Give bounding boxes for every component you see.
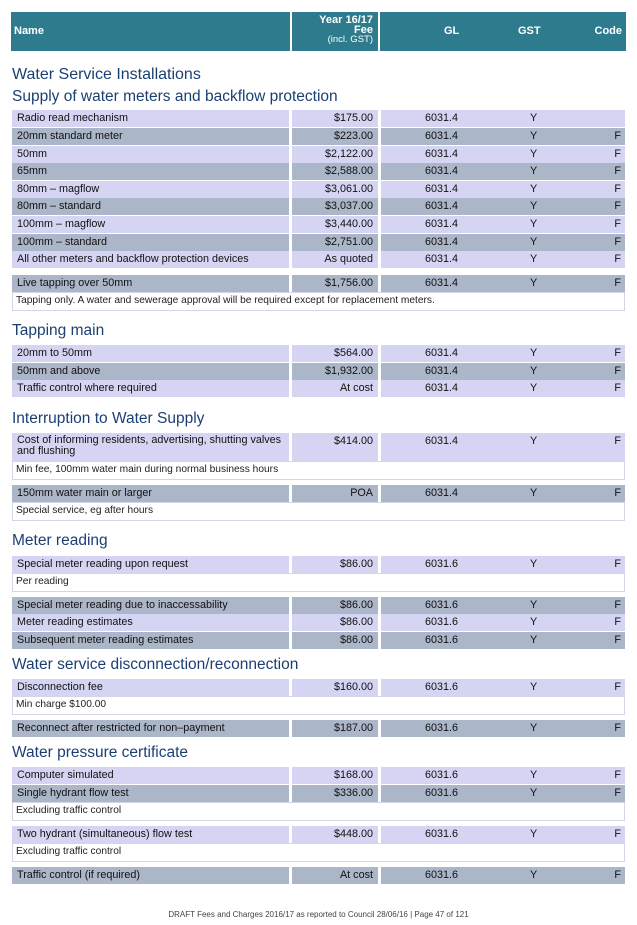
row-gl: 6031.6 xyxy=(425,558,459,570)
row-code: F xyxy=(614,558,621,570)
row-name: 20mm to 50mm xyxy=(12,345,289,362)
row-code: F xyxy=(614,365,621,377)
section-title-meter-reading: Meter reading xyxy=(12,532,108,549)
row-gl: 6031.4 xyxy=(425,200,459,212)
header-gl: GL xyxy=(444,25,460,37)
row-name: Special meter reading due to inaccessability xyxy=(12,597,289,614)
row-gl: 6031.4 xyxy=(425,277,459,289)
row-name: Subsequent meter reading estimates xyxy=(12,632,289,649)
row-fee: $2,122.00 xyxy=(292,146,378,163)
row-note xyxy=(12,802,625,821)
row-gl: 6031.6 xyxy=(425,599,459,611)
row-code: F xyxy=(614,382,621,394)
row-codes xyxy=(381,867,625,884)
row-gl: 6031.4 xyxy=(425,253,459,265)
row-code: F xyxy=(614,236,621,248)
row-note xyxy=(12,292,625,311)
row-gst: Y xyxy=(530,616,538,628)
row-gl: 6031.6 xyxy=(425,616,459,628)
row-code: F xyxy=(614,165,621,177)
row-gst: Y xyxy=(530,365,538,377)
row-code: F xyxy=(614,869,621,881)
row-fee: $223.00 xyxy=(292,128,378,145)
row-code: F xyxy=(614,347,621,359)
table-row xyxy=(12,614,625,631)
row-code: F xyxy=(614,435,621,447)
row-note-text: Excluding traffic control xyxy=(16,805,122,816)
row-code: F xyxy=(614,277,621,289)
row-fee: At cost xyxy=(292,380,378,397)
row-gst: Y xyxy=(530,347,538,359)
row-fee: $187.00 xyxy=(292,720,378,737)
row-fee: $3,440.00 xyxy=(292,216,378,233)
row-gst: Y xyxy=(530,681,538,693)
row-note xyxy=(12,573,625,592)
table-row xyxy=(12,146,625,163)
table-row xyxy=(12,181,625,198)
row-gst: Y xyxy=(530,148,538,160)
row-codes xyxy=(381,679,625,696)
row-gst: Y xyxy=(530,253,538,265)
row-codes xyxy=(381,485,625,502)
row-name: 50mm and above xyxy=(12,363,289,380)
row-codes xyxy=(381,597,625,614)
table-row xyxy=(12,767,625,784)
row-code: F xyxy=(614,769,621,781)
row-codes xyxy=(381,433,625,461)
table-row xyxy=(12,345,625,362)
table-row xyxy=(12,632,625,649)
table-row xyxy=(12,720,625,737)
row-name: Single hydrant flow test xyxy=(12,785,289,802)
row-gst: Y xyxy=(530,435,538,447)
row-gst: Y xyxy=(530,828,538,840)
table-row xyxy=(12,826,625,843)
row-note-text: Min fee, 100mm water main during normal business hours xyxy=(16,464,279,475)
table-row xyxy=(12,275,625,292)
row-gl: 6031.6 xyxy=(425,828,459,840)
row-fee: $2,588.00 xyxy=(292,163,378,180)
row-fee: $168.00 xyxy=(292,767,378,784)
row-fee: $3,061.00 xyxy=(292,181,378,198)
row-codes xyxy=(381,216,625,233)
row-code: F xyxy=(614,130,621,142)
table-row xyxy=(12,110,625,127)
row-gst: Y xyxy=(530,599,538,611)
row-name: Radio read mechanism xyxy=(12,110,289,127)
row-fee: $336.00 xyxy=(292,785,378,802)
row-codes xyxy=(381,181,625,198)
row-fee: $86.00 xyxy=(292,614,378,631)
row-gl: 6031.4 xyxy=(425,218,459,230)
row-code: F xyxy=(614,183,621,195)
row-codes xyxy=(381,785,625,802)
table-row xyxy=(12,433,625,461)
row-code: F xyxy=(614,218,621,230)
header-name: Name xyxy=(11,12,290,51)
row-codes xyxy=(381,275,625,292)
row-codes xyxy=(381,163,625,180)
header-fee-line1: Year 16/17 xyxy=(319,14,373,26)
row-fee: $3,037.00 xyxy=(292,198,378,215)
row-codes xyxy=(381,128,625,145)
row-name: 20mm standard meter xyxy=(12,128,289,145)
row-name: Disconnection fee xyxy=(12,679,289,696)
table-row xyxy=(12,216,625,233)
row-gst: Y xyxy=(530,558,538,570)
row-name: Computer simulated xyxy=(12,767,289,784)
row-gst: Y xyxy=(530,183,538,195)
row-gst: Y xyxy=(530,722,538,734)
row-name: Live tapping over 50mm xyxy=(12,275,289,292)
table-row xyxy=(12,198,625,215)
row-codes xyxy=(381,198,625,215)
row-name: Traffic control (if required) xyxy=(12,867,289,884)
row-gl: 6031.4 xyxy=(425,347,459,359)
row-fee: As quoted xyxy=(292,251,378,268)
row-code: F xyxy=(614,599,621,611)
row-codes xyxy=(381,363,625,380)
row-name: Reconnect after restricted for non–payment xyxy=(12,720,289,737)
table-row xyxy=(12,867,625,884)
row-codes xyxy=(381,380,625,397)
row-gst: Y xyxy=(530,236,538,248)
row-gl: 6031.4 xyxy=(425,112,459,124)
row-fee: $86.00 xyxy=(292,632,378,649)
row-fee: At cost xyxy=(292,867,378,884)
row-code: F xyxy=(614,487,621,499)
row-codes xyxy=(381,720,625,737)
row-code: F xyxy=(614,200,621,212)
row-gl: 6031.6 xyxy=(425,722,459,734)
row-fee: $86.00 xyxy=(292,597,378,614)
row-gl: 6031.4 xyxy=(425,148,459,160)
section-subtitle-meters: Supply of water meters and backflow protection xyxy=(12,88,338,105)
row-gl: 6031.4 xyxy=(425,130,459,142)
table-row xyxy=(12,556,625,573)
table-row xyxy=(12,485,625,502)
row-fee: $1,932.00 xyxy=(292,363,378,380)
row-gl: 6031.6 xyxy=(425,681,459,693)
row-name: 65mm xyxy=(12,163,289,180)
row-codes xyxy=(381,234,625,251)
row-gst: Y xyxy=(530,634,538,646)
row-gst: Y xyxy=(530,787,538,799)
section-title-water-service: Water Service Installations xyxy=(12,66,201,83)
table-row xyxy=(12,785,625,802)
row-codes xyxy=(381,556,625,573)
row-note xyxy=(12,502,625,521)
row-name: Meter reading estimates xyxy=(12,614,289,631)
row-code: F xyxy=(614,148,621,160)
row-code: F xyxy=(614,681,621,693)
row-gl: 6031.4 xyxy=(425,382,459,394)
row-name: Traffic control where required xyxy=(12,380,289,397)
row-gl: 6031.4 xyxy=(425,487,459,499)
row-codes xyxy=(381,632,625,649)
row-note xyxy=(12,843,625,862)
row-code: F xyxy=(614,634,621,646)
row-codes xyxy=(381,826,625,843)
row-gst: Y xyxy=(530,112,538,124)
row-codes xyxy=(381,614,625,631)
section-title-pressure-certificate: Water pressure certificate xyxy=(12,744,189,761)
row-codes xyxy=(381,251,625,268)
row-codes xyxy=(381,146,625,163)
row-fee: $160.00 xyxy=(292,679,378,696)
table-row xyxy=(12,597,625,614)
row-name: 100mm – magflow xyxy=(12,216,289,233)
row-name: Cost of informing residents, advertising, shutting valves and flushing xyxy=(12,433,289,461)
table-row xyxy=(12,163,625,180)
row-gl: 6031.6 xyxy=(425,869,459,881)
row-fee: $1,756.00 xyxy=(292,275,378,292)
row-name: Special meter reading upon request xyxy=(12,556,289,573)
row-note xyxy=(12,461,625,480)
row-fee: $2,751.00 xyxy=(292,234,378,251)
row-gl: 6031.4 xyxy=(425,365,459,377)
row-fee: $86.00 xyxy=(292,556,378,573)
header-fee-line3: (incl. GST) xyxy=(327,34,373,45)
row-gst: Y xyxy=(530,130,538,142)
row-gst: Y xyxy=(530,165,538,177)
row-code: F xyxy=(614,253,621,265)
row-fee: $175.00 xyxy=(292,110,378,127)
row-gst: Y xyxy=(530,200,538,212)
row-codes xyxy=(381,110,625,127)
row-name: 150mm water main or larger xyxy=(12,485,289,502)
row-gst: Y xyxy=(530,487,538,499)
row-gst: Y xyxy=(530,382,538,394)
row-name: 80mm – magflow xyxy=(12,181,289,198)
table-row xyxy=(12,128,625,145)
row-note-text: Per reading xyxy=(16,576,69,587)
row-gst: Y xyxy=(530,218,538,230)
row-code: F xyxy=(614,722,621,734)
row-name: All other meters and backflow protection devices xyxy=(12,251,289,268)
header-code: Code xyxy=(594,25,622,37)
row-note xyxy=(12,696,625,715)
row-code: F xyxy=(614,828,621,840)
row-gl: 6031.4 xyxy=(425,183,459,195)
row-code: F xyxy=(614,616,621,628)
header-fee-line2: Fee xyxy=(354,24,373,36)
table-row xyxy=(12,380,625,397)
section-title-interruption: Interruption to Water Supply xyxy=(12,410,205,427)
row-note-text: Tapping only. A water and sewerage approval will be required except for replacement meters. xyxy=(16,295,435,306)
row-gl: 6031.6 xyxy=(425,787,459,799)
row-name: Two hydrant (simultaneous) flow test xyxy=(12,826,289,843)
row-note-text: Excluding traffic control xyxy=(16,846,122,857)
row-name: 50mm xyxy=(12,146,289,163)
page-footer: DRAFT Fees and Charges 2016/17 as reported to Council 28/06/16 | Page 47 of 121 xyxy=(168,910,469,919)
table-row xyxy=(12,234,625,251)
row-fee: POA xyxy=(292,485,378,502)
table-row xyxy=(12,363,625,380)
row-gst: Y xyxy=(530,277,538,289)
row-name: 80mm – standard xyxy=(12,198,289,215)
row-codes xyxy=(381,767,625,784)
row-gl: 6031.6 xyxy=(425,769,459,781)
row-gl: 6031.4 xyxy=(425,236,459,248)
section-title-tapping-main: Tapping main xyxy=(12,322,105,339)
row-code: F xyxy=(614,787,621,799)
row-name: 100mm – standard xyxy=(12,234,289,251)
header-gst: GST xyxy=(518,25,541,37)
row-note-text: Min charge $100.00 xyxy=(16,699,107,710)
row-gst: Y xyxy=(530,869,538,881)
row-codes xyxy=(381,345,625,362)
row-gl: 6031.6 xyxy=(425,634,459,646)
row-note-text: Special service, eg after hours xyxy=(16,505,154,516)
row-fee: $448.00 xyxy=(292,826,378,843)
table-row xyxy=(12,679,625,696)
section-title-disconnection: Water service disconnection/reconnection xyxy=(12,656,299,673)
row-gst: Y xyxy=(530,769,538,781)
row-fee: $564.00 xyxy=(292,345,378,362)
row-fee: $414.00 xyxy=(292,433,378,461)
row-gl: 6031.4 xyxy=(425,165,459,177)
table-row xyxy=(12,251,625,268)
row-gl: 6031.4 xyxy=(425,435,459,447)
